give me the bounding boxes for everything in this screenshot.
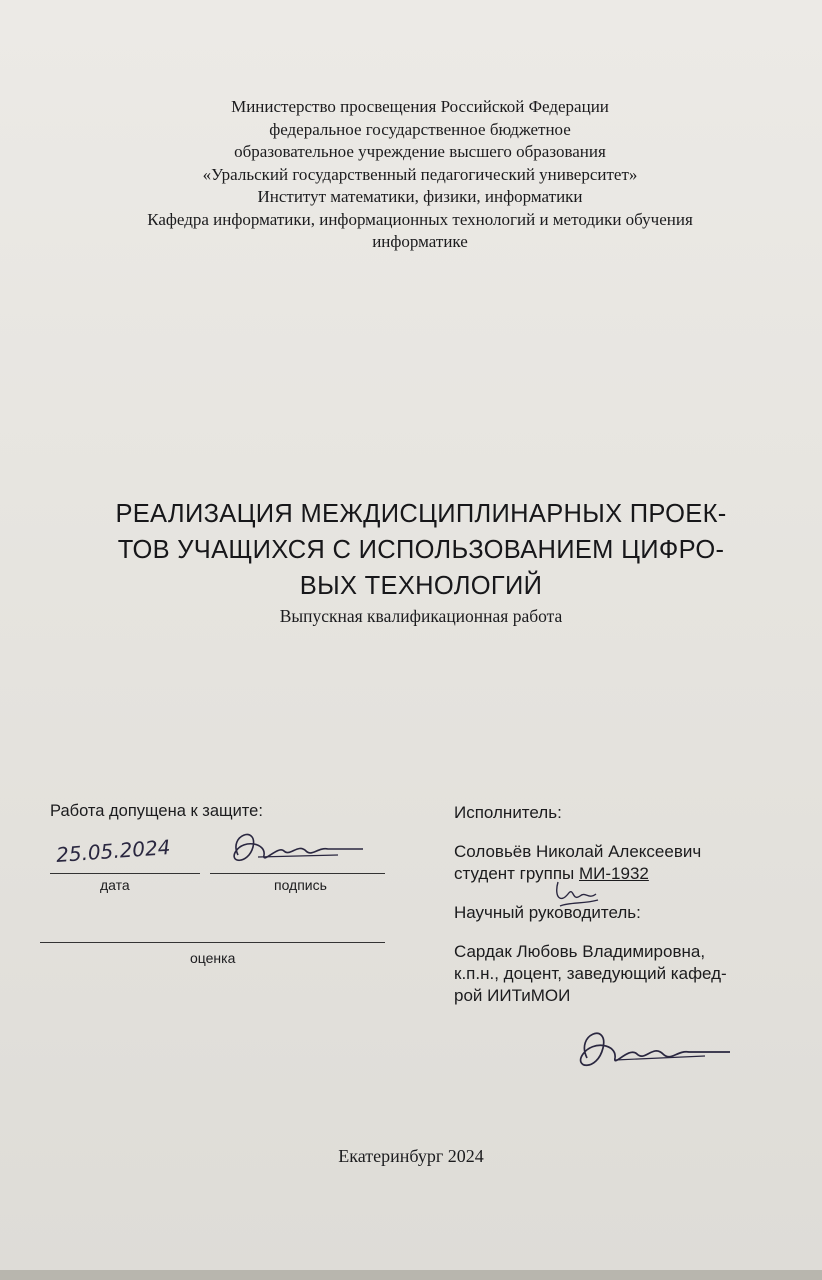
title-line: РЕАЛИЗАЦИЯ МЕЖДИСЦИПЛИНАРНЫХ ПРОЕК- [115, 500, 727, 528]
page-edge [0, 1270, 822, 1280]
header-line: Кафедра информатики, информационных технологий и методики обучения [147, 209, 693, 229]
executor-heading: Исполнитель: [454, 803, 562, 822]
date-caption: дата [100, 877, 130, 893]
header-line: федеральное государственное бюджетное [269, 119, 571, 139]
admission-label: Работа допущена к защите: [50, 802, 263, 820]
executor-name: Соловьёв Николай Алексеевич [454, 842, 702, 861]
signature-caption: подпись [274, 877, 327, 893]
supervisor-title-line: рой ИИТиМОИ [454, 986, 571, 1005]
header-line: Институт математики, физики, информатики [257, 187, 583, 206]
grade-caption: оценка [190, 950, 236, 966]
thesis-title [40, 496, 802, 627]
supervisor-signature-1 [218, 825, 368, 875]
title-line: ТОВ УЧАЩИХСЯ С ИСПОЛЬЗОВАНИЕМ ЦИФРО- [117, 536, 725, 564]
admission-block [50, 802, 400, 966]
executor-supervisor-block [454, 802, 804, 1007]
group-prefix: студент группы [454, 864, 580, 883]
city-year: Екатеринбург 2024 [338, 1146, 484, 1166]
date-signature-row [50, 835, 400, 899]
header-line: информатике [372, 232, 468, 251]
header-line: Министерство просвещения Российской Федерации [231, 97, 609, 116]
work-type: Выпускная квалификационная работа [279, 606, 563, 626]
executor-group-line [454, 863, 804, 885]
institution-header [40, 96, 800, 254]
supervisor-name: Сардак Любовь Владимировна, [454, 942, 706, 961]
header-line: «Уральский государственный педагогический университет» [202, 164, 638, 184]
header-line: образовательное учреждение высшего образования [234, 142, 606, 161]
date-line [50, 873, 200, 874]
supervisor-heading: Научный руководитель: [454, 903, 641, 922]
signature-line [210, 873, 385, 874]
group-number: МИ-1932 [579, 864, 649, 883]
handwritten-date: 25.05.2024 [55, 835, 172, 867]
supervisor-signature-2 [565, 1022, 735, 1082]
title-line: ВЫХ ТЕХНОЛОГИЙ [299, 572, 543, 600]
supervisor-title-line: к.п.н., доцент, заведующий кафед- [454, 964, 727, 983]
grade-line [40, 942, 385, 943]
